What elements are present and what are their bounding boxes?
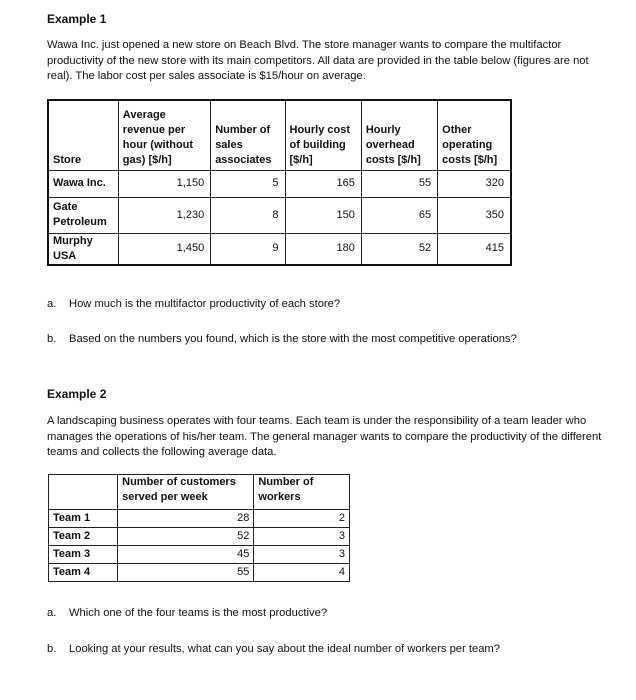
cell-value: 150: [285, 197, 361, 233]
header-store: Store: [48, 100, 118, 170]
question-b: [47, 332, 517, 347]
table-row: [48, 197, 511, 233]
team-productivity-table: [48, 474, 350, 582]
table-row: [49, 510, 350, 528]
header-empty: [49, 475, 118, 510]
table-row: [49, 546, 350, 564]
cell-value: 52: [118, 528, 254, 546]
question-label: b.: [47, 643, 57, 655]
team-name: Team 4: [49, 564, 118, 582]
cell-value: 2: [254, 510, 350, 528]
store-name: Wawa Inc.: [48, 170, 118, 197]
example2-title: Example 2: [47, 387, 107, 401]
cell-value: 9: [211, 233, 285, 265]
cell-value: 1,150: [118, 170, 210, 197]
cell-value: 45: [118, 546, 254, 564]
cell-value: 55: [118, 564, 254, 582]
store-name: Gate Petroleum: [48, 197, 118, 233]
table-row: [49, 528, 350, 546]
header-overhead: Hourly overhead costs [$/h]: [361, 100, 437, 170]
store-name: Murphy USA: [48, 233, 118, 265]
table-header-row: [49, 475, 350, 510]
question-a: [47, 297, 340, 312]
cell-value: 350: [438, 197, 511, 233]
cell-value: 3: [254, 546, 350, 564]
cell-value: 165: [285, 170, 361, 197]
team-name: Team 3: [49, 546, 118, 564]
header-avg-revenue: Average revenue per hour (without gas) [$/h]: [118, 100, 210, 170]
cell-value: 28: [118, 510, 254, 528]
header-building-cost: Hourly cost of building [$/h]: [285, 100, 361, 170]
cell-value: 55: [361, 170, 437, 197]
question-text: Based on the numbers you found, which is the store with the most competitive operations?: [69, 333, 517, 345]
cell-value: 3: [254, 528, 350, 546]
example2-paragraph: A landscaping business operates with four teams. Each team is under the responsibility of a team leader who manages the operations of his/her team. The general manager wants to compare the productivity of the different teams and collects the following average data.: [47, 415, 602, 458]
question-text: How much is the multifactor productivity of each store?: [69, 298, 341, 310]
team-name: Team 1: [49, 510, 118, 528]
cell-value: 415: [438, 233, 511, 265]
question-label: b.: [47, 333, 57, 345]
table-row: [49, 564, 350, 582]
header-sales-associates: Number of sales associates: [211, 100, 285, 170]
question-label: a.: [47, 298, 57, 310]
table-header-row: [48, 100, 511, 170]
cell-value: 1,450: [118, 233, 210, 265]
cell-value: 180: [285, 233, 361, 265]
team-name: Team 2: [49, 528, 118, 546]
question-text: Looking at your results, what can you say about the ideal number of workers per team?: [69, 643, 500, 655]
cell-value: 4: [254, 564, 350, 582]
table-row: [48, 170, 511, 197]
header-workers: Number of workers: [254, 475, 350, 510]
cell-value: 5: [211, 170, 285, 197]
cell-value: 52: [361, 233, 437, 265]
question-text: Which one of the four teams is the most productive?: [69, 607, 328, 619]
header-other-costs: Other operating costs [$/h]: [438, 100, 511, 170]
question-label: a.: [47, 607, 57, 619]
example1-paragraph: Wawa Inc. just opened a new store on Beach Blvd. The store manager wants to compare the multifactor productivity of the new store with its main competitors. All data are provided in the table below (figures are not real). The labor cost per sales associate is $15/hour on average.: [47, 39, 589, 82]
cell-value: 320: [438, 170, 511, 197]
store-comparison-table: [47, 99, 512, 266]
cell-value: 65: [361, 197, 437, 233]
question-b: [47, 642, 500, 657]
cell-value: 1,230: [118, 197, 210, 233]
question-a: [47, 606, 327, 621]
cell-value: 8: [211, 197, 285, 233]
header-customers: Number of customers served per week: [118, 475, 254, 510]
table-row: [48, 233, 511, 265]
example1-title: Example 1: [47, 12, 107, 26]
